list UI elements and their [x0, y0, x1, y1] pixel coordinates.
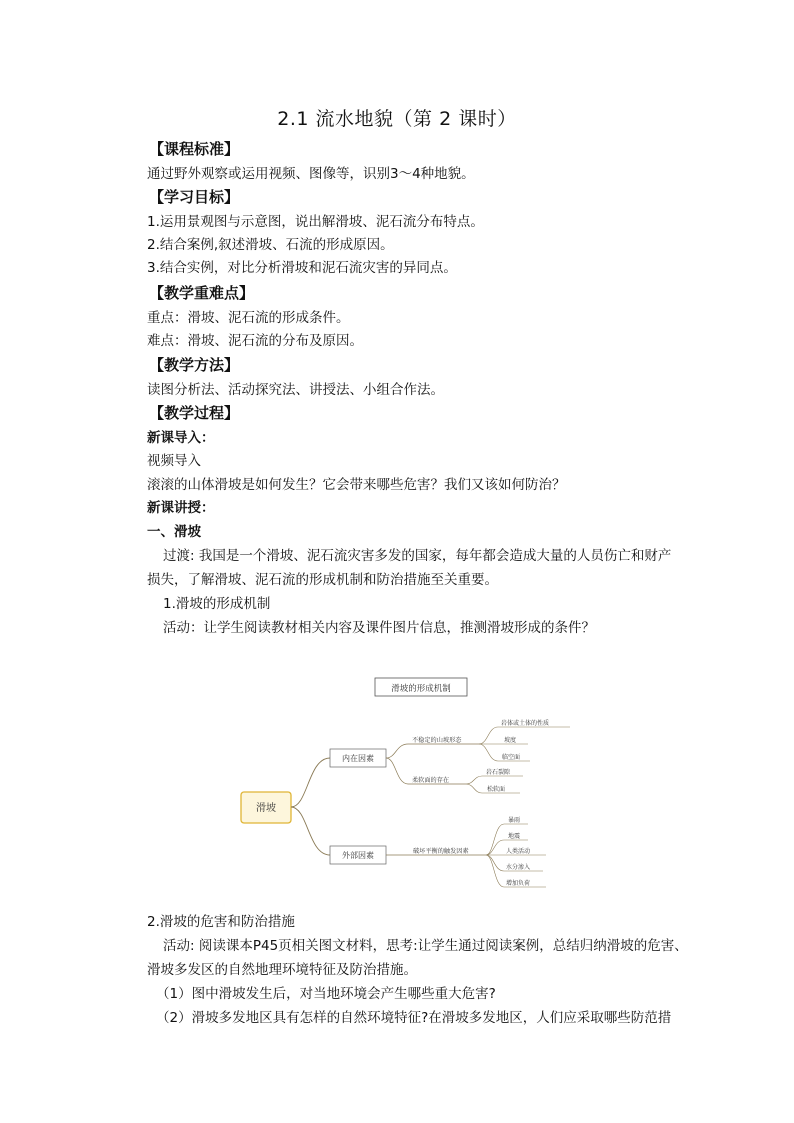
question-2: （2）滑坡多发地区具有怎样的自然环境特征?在滑坡多发地区，人们应采取哪些防范措 — [156, 1010, 672, 1026]
unstable-line — [386, 744, 479, 758]
outer-factor: 外部因素 — [342, 851, 374, 860]
goal-1: 1.运用景观图与示意图，说出解滑坡、泥石流分布特点。 — [147, 214, 484, 230]
trigger-factor: 破坏平衡的触发因素 — [413, 848, 469, 855]
leaf-line-s1 — [466, 776, 523, 784]
transition-line-2: 损失，了解滑坡、泥石流的形成机制和防治措施至关重要。 — [147, 572, 498, 588]
heading-process: 【教学过程】 — [149, 404, 240, 422]
question-1: （1）图中滑坡发生后，对当地环境会产生哪些重大危害? — [156, 986, 496, 1002]
branch-inner-line — [291, 758, 330, 807]
leaf-t4: 水分渗入 — [506, 864, 531, 871]
heading-key-points: 【教学重难点】 — [149, 284, 255, 302]
intro-line-2: 滚滚的山体滑坡是如何发生？它会带来哪些危害？我们又该如何防治？ — [147, 477, 566, 493]
intro-line-1: 视频导入 — [147, 453, 201, 469]
subsection-1: 1.滑坡的形成机制 — [163, 596, 271, 612]
leaf-t3: 人类活动 — [506, 848, 531, 855]
inner-factor: 内在因素 — [342, 754, 374, 763]
page-title: 2.1 流水地貌（第 2 课时） — [277, 108, 517, 130]
soft-surface: 柔软面的存在 — [412, 777, 450, 784]
mindmap-root: 滑坡 — [256, 803, 276, 814]
activity-1: 活动：让学生阅读教材相关内容及课件图片信息，推测滑坡形成的条件？ — [163, 620, 595, 636]
branch-outer-line — [291, 807, 330, 855]
standard-text: 通过野外观察或运用视频、图像等，识别3～4种地貌。 — [147, 166, 475, 182]
heading-standard: 【课程标准】 — [149, 140, 240, 158]
intro-heading: 新课导入： — [147, 430, 215, 446]
goal-3: 3.结合实例，对比分析滑坡和泥石流灾害的异同点。 — [147, 260, 457, 276]
unstable-slope: 不稳定的山坡形态 — [412, 737, 462, 744]
leaf-s1: 岩石裂隙 — [486, 769, 511, 776]
leaf-t1: 暴雨 — [508, 817, 521, 824]
leaf-u3: 临空面 — [502, 754, 521, 761]
key-point-1: 重点：滑坡、泥石流的形成条件。 — [147, 310, 350, 326]
leaf-u2: 坡度 — [504, 737, 517, 744]
subsection-2: 2.滑坡的危害和防治措施 — [147, 914, 295, 930]
leaf-u1: 岩体或土体的性质 — [501, 720, 550, 727]
heading-methods: 【教学方法】 — [149, 356, 240, 374]
leaf-t5: 增加负荷 — [506, 880, 531, 887]
mindmap-title: 滑坡的形成机制 — [391, 684, 451, 694]
landslide-mindmap — [238, 672, 578, 900]
goal-2: 2.结合案例,叙述滑坡、石流的形成原因。 — [147, 237, 394, 253]
leaf-line-u1 — [479, 727, 570, 744]
methods-text: 读图分析法、活动探究法、讲授法、小组合作法。 — [147, 382, 444, 398]
key-point-2: 难点：滑坡、泥石流的分布及原因。 — [147, 333, 363, 349]
heading-goals: 【学习目标】 — [149, 188, 240, 206]
mindmap-svg — [238, 672, 578, 900]
transition-line-1: 过渡: 我国是一个滑坡、泥石流灾害多发的国家，每年都会造成大量的人员伤亡和财产 — [163, 548, 672, 564]
part1-heading: 一、滑坡 — [147, 524, 201, 540]
new-lesson-heading: 新课讲授： — [147, 500, 215, 516]
activity-2-line-2: 滑坡多发区的自然地理环境特征及防治措施。 — [147, 962, 417, 978]
leaf-t2: 地震 — [508, 833, 521, 840]
activity-2-line-1: 活动: 阅读课本P45页相关图文材料，思考:让学生通过阅读案例，总结归纳滑坡的危害、 — [163, 938, 688, 954]
leaf-s2: 松软面 — [487, 786, 506, 793]
